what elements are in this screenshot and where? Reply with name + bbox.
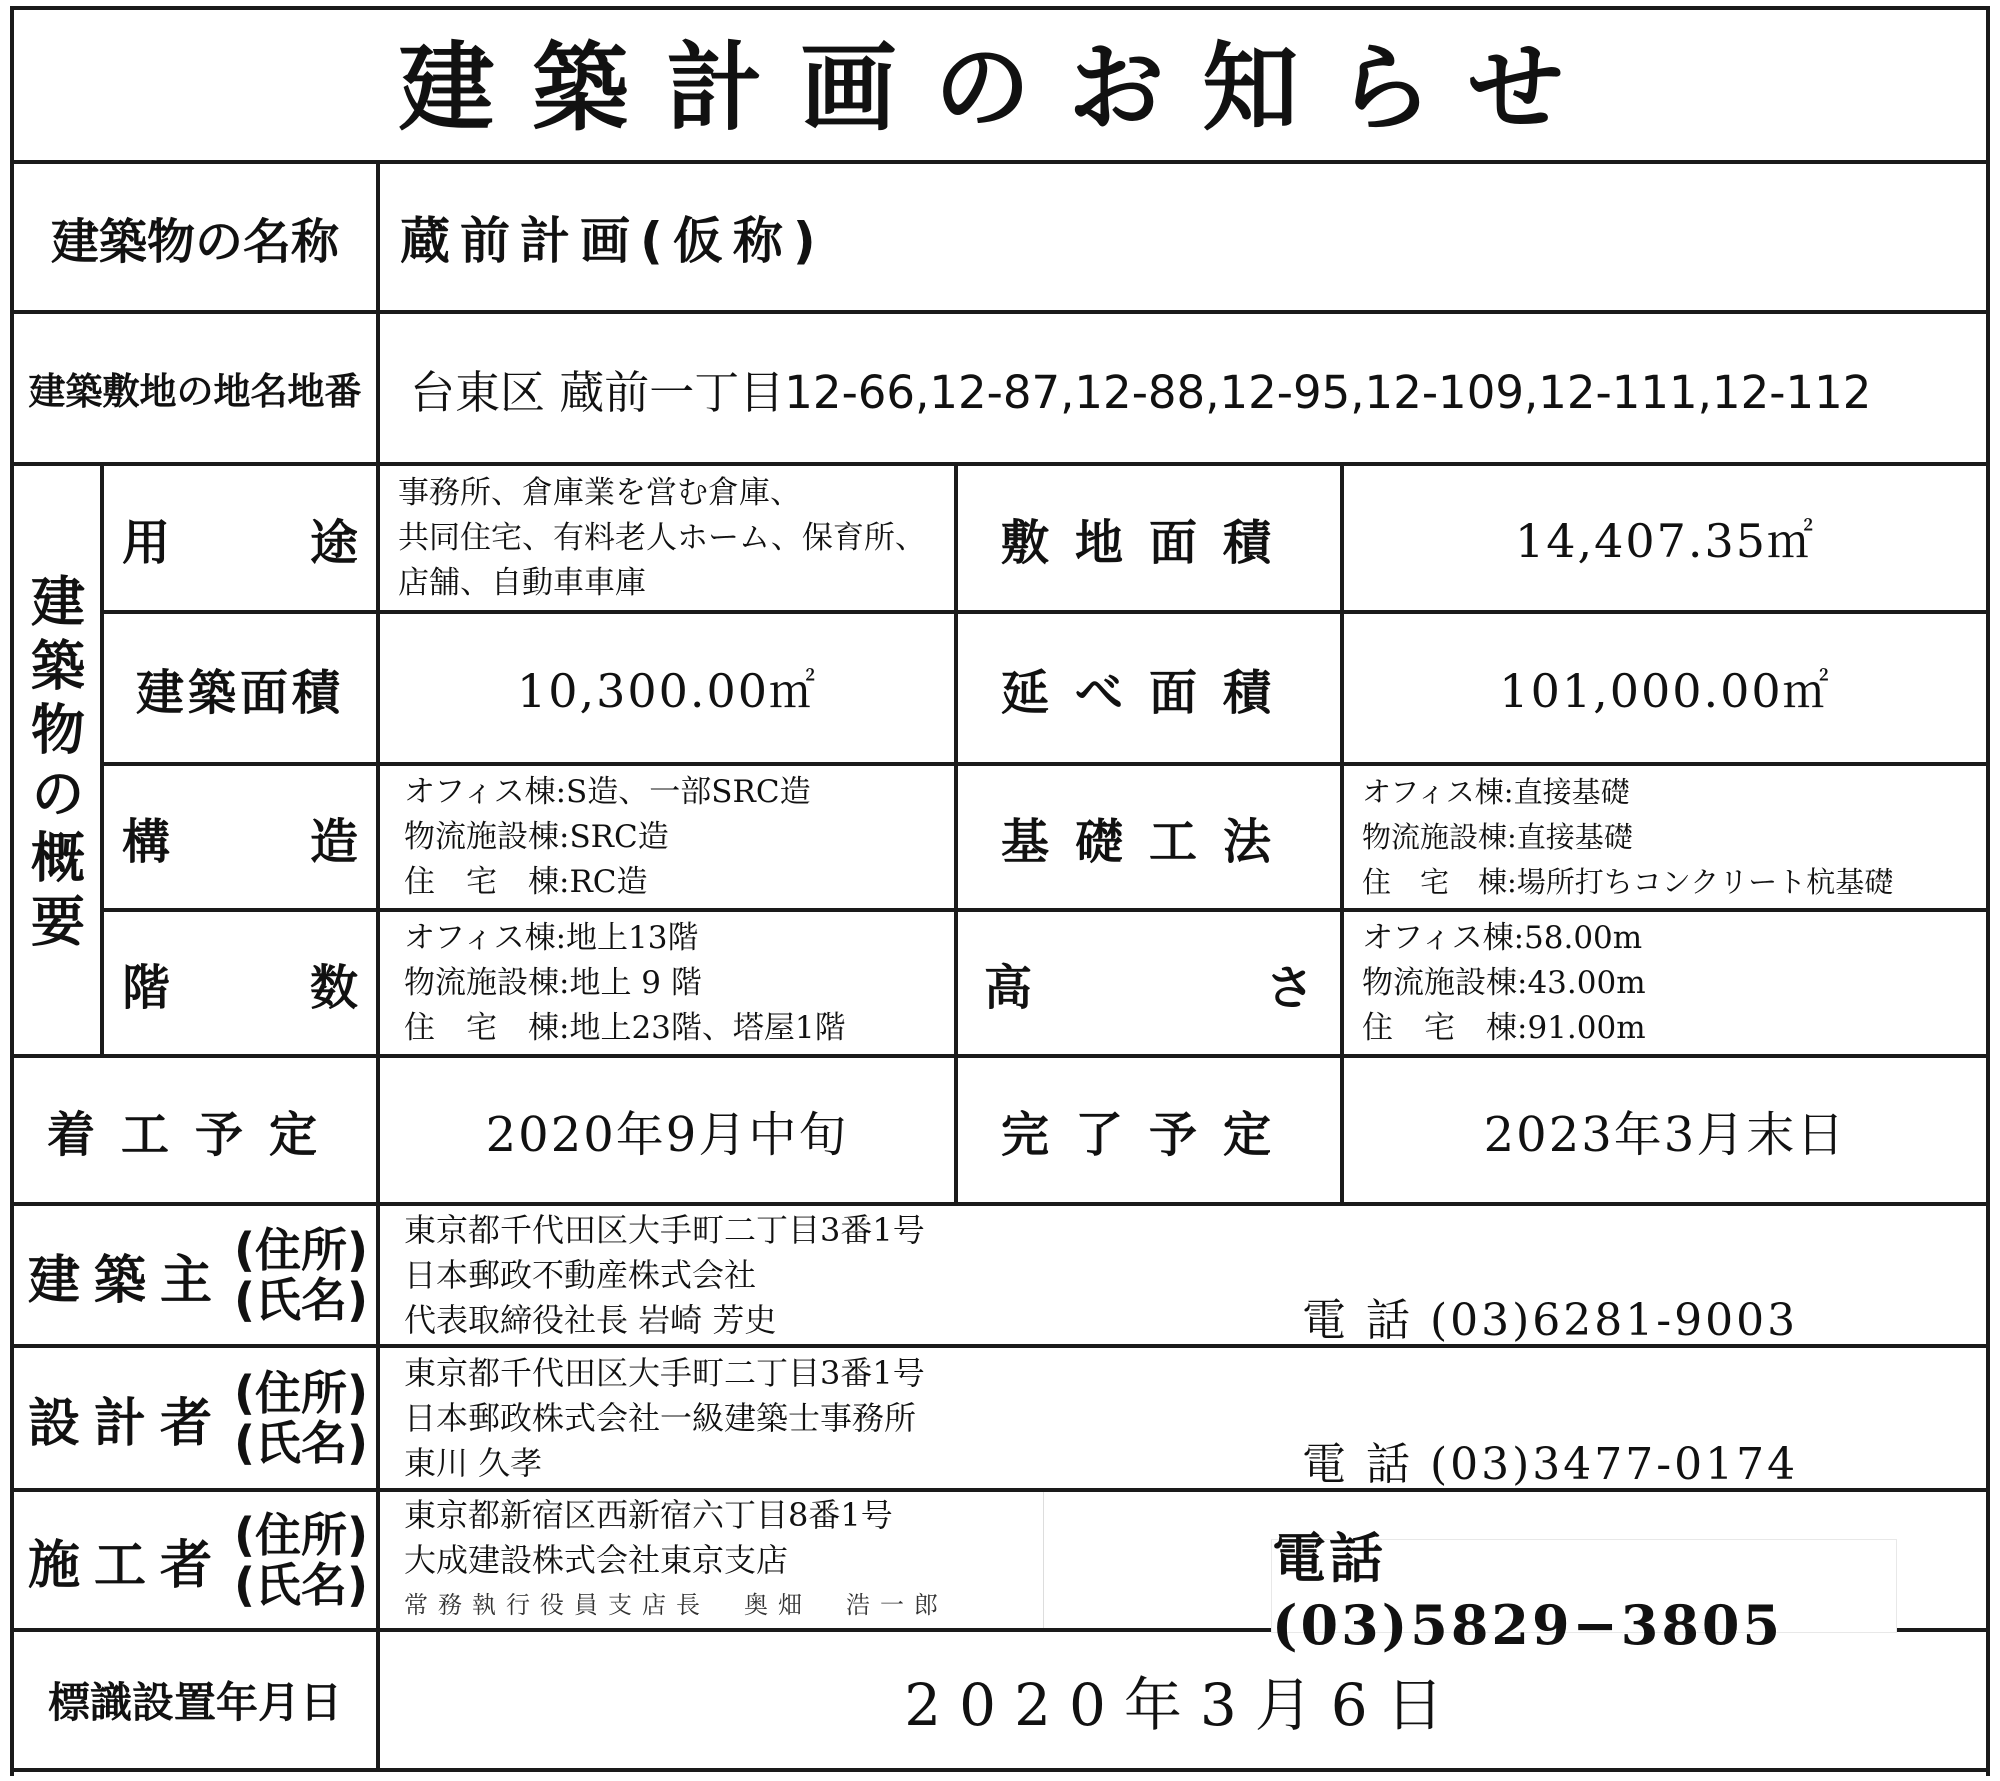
designer-value xyxy=(404,1348,1304,1488)
building-area-value-text: 10,300.00㎡ xyxy=(516,664,818,718)
designer-phone: 電 話 (03)3477-0174 xyxy=(1302,1439,1799,1490)
owner-line: 東京都千代田区大手町二丁目3番1号 xyxy=(404,1210,925,1249)
floors-label-b: 数 xyxy=(309,959,358,1016)
building-area-value xyxy=(380,614,954,762)
foundation-label-text: 基礎工法 xyxy=(1000,813,1297,870)
floors-value xyxy=(404,912,954,1054)
use-label-a: 用 xyxy=(122,514,171,571)
sign-date-label-text: 標識設置年月日 xyxy=(47,1678,342,1727)
owner-sub-address: (住所) xyxy=(234,1223,369,1277)
contractor-label-text: 施工者 xyxy=(28,1535,227,1596)
floor-area-value xyxy=(1344,614,1986,762)
building-area-label-text: 建築面積 xyxy=(135,664,344,721)
floors-line: オフィス棟:地上13階 xyxy=(404,919,699,956)
site-area-value xyxy=(1344,466,1986,610)
floors-label xyxy=(104,912,376,1054)
floors-line: 物流施設棟:地上 9 階 xyxy=(404,964,702,1001)
name-value xyxy=(400,164,1980,310)
floor-area-value-text: 101,000.00㎡ xyxy=(1499,664,1831,718)
use-label xyxy=(104,466,376,610)
designer-line: 東京都千代田区大手町二丁目3番1号 xyxy=(404,1353,925,1392)
site-area-label-text: 敷地面積 xyxy=(1000,514,1297,571)
contractor-sub-address: (住所) xyxy=(234,1508,369,1562)
use-label-b: 途 xyxy=(309,514,358,571)
start-value-text: 2020年9月中旬 xyxy=(485,1106,849,1163)
owner-sub-name: (氏名) xyxy=(234,1273,369,1327)
height-label-a: 高 xyxy=(984,959,1033,1016)
owner-line: 代表取締役社長 岩崎 芳史 xyxy=(404,1300,777,1339)
foundation-value xyxy=(1362,766,1986,908)
foundation-label xyxy=(958,766,1340,908)
contractor-line: 大成建設株式会社東京支店 xyxy=(404,1540,789,1579)
start-label-text: 着工予定 xyxy=(46,1106,343,1163)
designer-sub-address: (住所) xyxy=(234,1366,369,1420)
designer-line: 東川 久孝 xyxy=(404,1443,543,1482)
page-title: 建築計画のお知らせ xyxy=(398,31,1602,144)
sign-date-value-text: 2020年3月6日 xyxy=(904,1671,1462,1739)
complete-label xyxy=(958,1058,1340,1202)
use-line: 店舗、自動車車庫 xyxy=(398,564,646,601)
height-value xyxy=(1362,912,1986,1054)
contractor-phone: 電話(03)5829−3805 xyxy=(1272,1540,1896,1632)
start-label xyxy=(14,1058,376,1202)
complete-label-text: 完了予定 xyxy=(1000,1106,1297,1163)
row-divider xyxy=(10,1768,1990,1772)
owner-line: 日本郵政不動産株式会社 xyxy=(404,1255,757,1294)
designer-line: 日本郵政株式会社一級建築士事務所 xyxy=(404,1398,917,1437)
owner-value xyxy=(404,1206,1304,1344)
overview-label: 建築物の概要 xyxy=(22,573,86,957)
structure-label xyxy=(104,766,376,908)
contractor-line: 東京都新宿区西新宿六丁目8番1号 xyxy=(404,1495,893,1534)
height-line: 物流施設棟:43.00m xyxy=(1362,964,1646,1001)
structure-label-a: 構 xyxy=(122,813,171,870)
col-divider xyxy=(376,160,380,1770)
designer-sub-name: (氏名) xyxy=(234,1416,369,1470)
complete-value-text: 2023年3月末日 xyxy=(1483,1106,1847,1163)
site-value xyxy=(410,314,1980,462)
structure-label-b: 造 xyxy=(309,813,358,870)
designer-label-text: 設計者 xyxy=(28,1393,227,1454)
foundation-line: 物流施設棟:直接基礎 xyxy=(1362,819,1633,854)
name-label xyxy=(14,164,376,310)
use-line: 共同住宅、有料老人ホーム、保育所、 xyxy=(398,519,926,556)
use-value xyxy=(398,466,954,610)
site-area-value-text: 14,407.35㎡ xyxy=(1514,514,1816,568)
designer-label xyxy=(28,1348,376,1488)
start-value xyxy=(380,1058,954,1202)
contractor-sub-name: (氏名) xyxy=(234,1558,369,1612)
height-line: 住 宅 棟:91.00m xyxy=(1362,1009,1646,1046)
floor-area-label xyxy=(958,614,1340,762)
structure-value xyxy=(404,766,954,908)
floor-area-label-text: 延べ面積 xyxy=(1000,664,1297,721)
floors-label-a: 階 xyxy=(122,959,171,1016)
site-label xyxy=(14,314,376,462)
contractor-value xyxy=(404,1492,1044,1628)
foundation-line: 住 宅 棟:場所打ちコンクリート杭基礎 xyxy=(1362,864,1894,899)
site-label-text: 建築敷地の地名地番 xyxy=(28,370,362,413)
site-value-text: 台東区 蔵前一丁目12-66,12-87,12-88,12-95,12-109,12-111,12-112 xyxy=(410,365,1872,419)
height-line: オフィス棟:58.00m xyxy=(1362,919,1643,956)
border-right xyxy=(1986,6,1990,1776)
contractor-officer-line: 常務執行役員支店長 奥畑 浩一郎 xyxy=(404,1590,948,1619)
structure-line: 住 宅 棟:RC造 xyxy=(404,863,648,900)
sign-date-label xyxy=(14,1632,376,1768)
building-area-label xyxy=(104,614,376,762)
sign-date-value xyxy=(380,1632,1986,1768)
owner-phone: 電 話 (03)6281-9003 xyxy=(1302,1295,1799,1346)
height-label-b: さ xyxy=(1265,959,1314,1016)
height-label xyxy=(958,912,1340,1054)
structure-line: オフィス棟:S造、一部SRC造 xyxy=(404,773,811,810)
site-area-label xyxy=(958,466,1340,610)
floors-line: 住 宅 棟:地上23階、塔屋1階 xyxy=(404,1009,846,1046)
structure-line: 物流施設棟:SRC造 xyxy=(404,818,669,855)
use-line: 事務所、倉庫業を営む倉庫、 xyxy=(398,474,801,511)
foundation-line: オフィス棟:直接基礎 xyxy=(1362,774,1630,809)
owner-label-text: 建築主 xyxy=(28,1250,227,1311)
name-label-text: 建築物の名称 xyxy=(50,213,339,270)
owner-label xyxy=(28,1206,376,1344)
contractor-label xyxy=(28,1492,376,1628)
complete-value xyxy=(1344,1058,1986,1202)
name-value-text: 蔵前計画(仮称) xyxy=(400,212,826,270)
